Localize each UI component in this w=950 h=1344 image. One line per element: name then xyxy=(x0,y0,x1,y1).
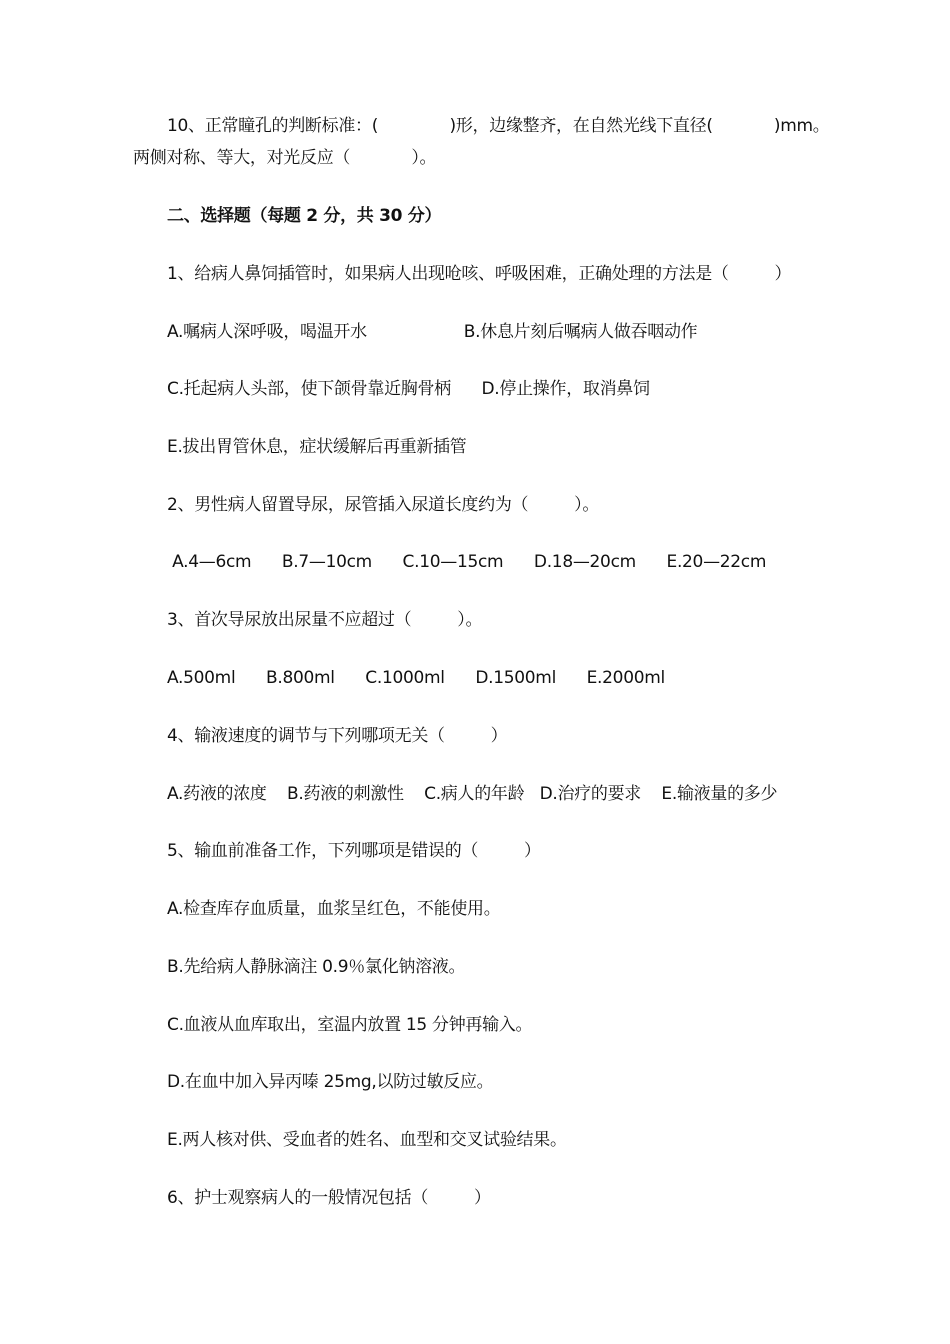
question-5-option-a: A.检查库存血质量，血浆呈红色，不能使用。 xyxy=(167,899,501,919)
question-4-options: A.药液的浓度 B.药液的刺激性 C.病人的年龄 D.治疗的要求 E.输液量的多少 xyxy=(167,784,778,804)
question-5-option-d: D.在血中加入异丙嗪 25mg,以防过敏反应。 xyxy=(167,1072,494,1092)
question-5-option-c: C.血液从血库取出，室温内放置 15 分钟再输入。 xyxy=(167,1015,533,1035)
question-5-stem: 5、输血前准备工作，下列哪项是错误的（ ） xyxy=(167,841,541,861)
question-5-option-b: B.先给病人静脉滴注 0.9％氯化钠溶液。 xyxy=(167,957,466,977)
question-1-stem: 1、给病人鼻饲插管时，如果病人出现呛咳、呼吸困难，正确处理的方法是（ ） xyxy=(167,264,792,284)
question-1-options-cd: C.托起病人头部，使下颌骨靠近胸骨柄 D.停止操作，取消鼻饲 xyxy=(167,379,650,399)
question-1-option-e: E.拔出胃管休息，症状缓解后再重新插管 xyxy=(167,437,467,457)
question-3-stem: 3、首次导尿放出尿量不应超过（ ）。 xyxy=(167,610,483,630)
question-5-option-e: E.两人核对供、受血者的姓名、血型和交叉试验结果。 xyxy=(167,1130,567,1150)
question-10-line-1: 10、正常瞳孔的判断标准：( )形，边缘整齐，在自然光线下直径( )mm。 xyxy=(167,116,830,136)
question-2-options: A.4—6cm B.7—10cm C.10—15cm D.18—20cm E.20—22cm xyxy=(167,552,767,572)
question-1-options-ab: A.嘱病人深呼吸，喝温开水 B.休息片刻后嘱病人做吞咽动作 xyxy=(167,322,698,342)
question-2-stem: 2、男性病人留置导尿，尿管插入尿道长度约为（ ）。 xyxy=(167,495,600,515)
question-3-options: A.500ml B.800ml C.1000ml D.1500ml E.2000ml xyxy=(167,668,665,688)
section-2-title: 二、选择题（每题 2 分，共 30 分） xyxy=(167,206,442,226)
question-4-stem: 4、输液速度的调节与下列哪项无关（ ） xyxy=(167,726,508,746)
question-10-line-2: 两侧对称、等大，对光反应（ ）。 xyxy=(133,148,437,168)
question-6-stem: 6、护士观察病人的一般情况包括（ ） xyxy=(167,1188,491,1208)
